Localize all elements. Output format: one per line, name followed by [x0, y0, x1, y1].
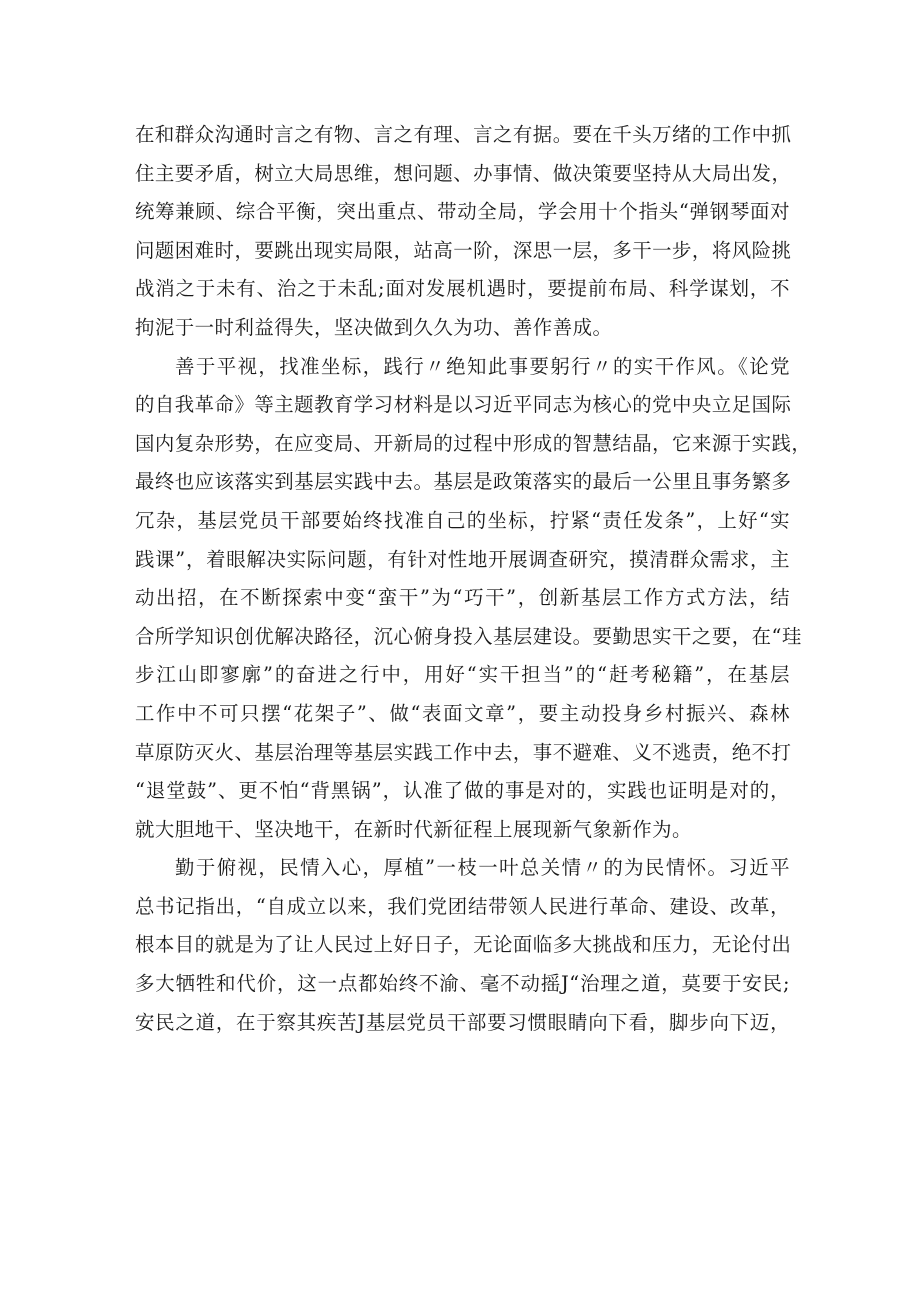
text-line: 国内复杂形势，在应变局、开新局的过程中形成的智慧结晶，它来源于实践， — [135, 431, 812, 455]
text-line: 就大胆地干、坚决地干，在新时代新征程上展现新气象新作为。 — [135, 817, 692, 841]
text-line: 统筹兼顾、综合平衡，突出重点、带动全局，学会用十个指头“弹钢琴面对 — [135, 200, 790, 224]
text-line: 最终也应该落实到基层实践中去。基层是政策落实的最后一公里且事务繁多 — [135, 470, 792, 494]
text-line: 动出招，在不断探索中变“蛮干”为“巧干”，创新基层工作方式方法，结 — [135, 586, 790, 610]
paragraph-3 — [135, 849, 790, 1042]
text-line: 践课”，着眼解决实际问题，有针对性地开展调查研究，摸清群众需求，主 — [135, 547, 790, 571]
text-line: 的自我革命》等主题教育学习材料是以习近平同志为核心的党中央立足国际 — [135, 393, 792, 417]
text-line: “退堂鼓”、更不怕“背黑锅”，认准了做的事是对的，实践也证明是对的， — [135, 779, 790, 803]
text-line: 多大牺牲和代价，这一点都始终不渝、毫不动摇J“治理之道，莫要于安民; — [135, 972, 790, 996]
text-line: 安民之道，在于察其疾苦J基层党员干部要习惯眼睛向下看，脚步向下迈， — [135, 1010, 790, 1034]
text-line: 步江山即寥廓”的奋进之行中，用好“实干担当”的“赶考秘籍”，在基层 — [135, 663, 790, 687]
text-line: 在和群众沟通时言之有物、言之有理、言之有据。要在千头万绪的工作中抓 — [135, 123, 792, 146]
text-line: 工作中不可只摆“花架子”、做“表面文章”，要主动投身乡村振兴、森林 — [135, 701, 790, 725]
paragraph-1 — [135, 116, 790, 348]
text-line: 合所学知识创优解决路径，沉心俯身投入基层建设。要勤思实干之要，在“珪 — [135, 624, 802, 648]
text-line: 草原防灭火、基层治理等基层实践工作中去，事不避难、义不逃责，绝不打 — [135, 740, 792, 764]
paragraph-2 — [135, 348, 812, 850]
text-line: 拘泥于一时利益得失，坚决做到久久为功、善作善成。 — [135, 315, 613, 339]
document-body — [135, 116, 812, 1042]
text-line: 总书记指出，“自成立以来，我们党团结带领人民进行革命、建设、改革， — [135, 894, 790, 918]
text-line: 战消之于未有、治之于未乱;面对发展机遇时，要提前布局、科学谋划，不 — [135, 277, 790, 301]
text-line: 善于平视，找准坐标，践行〃绝知此事要躬行〃的实干作风。《论党 — [175, 354, 790, 378]
text-line: 根本目的就是为了让人民过上好日子，无论面临多大挑战和压力，无论付出 — [135, 933, 792, 957]
text-line: 冗杂，基层党员干部要始终找准自己的坐标，拧紧“责任发条”，上好“实 — [135, 508, 790, 532]
text-line: 勤于俯视，民情入心，厚植”一枝一叶总关情〃的为民情怀。习近平 — [175, 856, 790, 880]
text-line: 问题困难时，要跳出现实局限，站高一阶，深思一层，多干一步，将风险挑 — [135, 238, 792, 262]
text-line: 住主要矛盾，树立大局思维，想问题、办事情、做决策要坚持从大局出发， — [135, 161, 792, 185]
